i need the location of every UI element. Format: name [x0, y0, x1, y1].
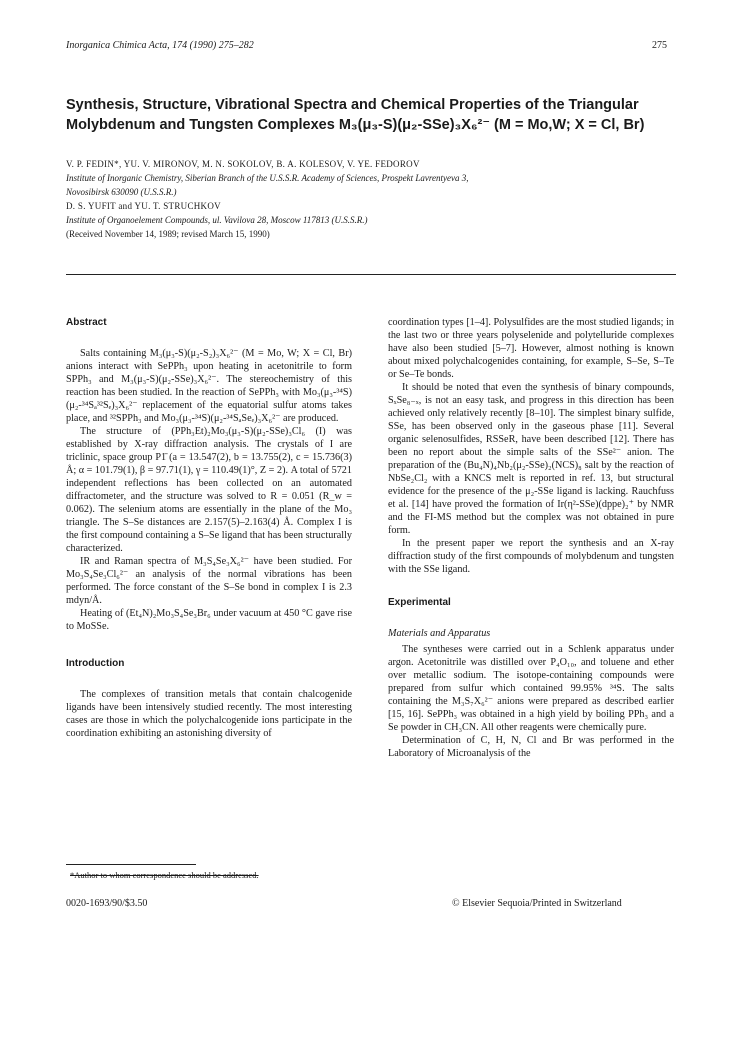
title-divider: [66, 274, 676, 275]
issn-code: 0020-1693/90/$3.50: [66, 898, 148, 909]
author-list-1: V. P. FEDIN*, YU. V. MIRONOV, M. N. SOKOLOV, B. A. KOLESOV, V. YE. FEDOROV: [66, 159, 420, 169]
introduction-heading: Introduction: [66, 658, 125, 669]
footnote-divider: [66, 864, 196, 865]
journal-citation: Inorganica Chimica Acta, 174 (1990) 275–282: [66, 40, 254, 51]
author-list-2: D. S. YUFIT and YU. T. STRUCHKOV: [66, 201, 221, 211]
received-dates: (Received November 14, 1989; revised March 15, 1990): [66, 229, 270, 239]
body-paragraph-5: Determination of C, H, N, Cl and Br was performed in the Laboratory of Microanalysis of the: [388, 735, 674, 759]
body-paragraph-4: The syntheses were carried out in a Schlenk apparatus under argon. Acetonitrile was distilled over P₄O₁₀, and toluene and ether over metallic sodium. The isotope-containing compounds were prepared from sulfur which contained 99.95% ³⁴S. The salts containing the M₃S₇X₆²⁻ anions were prepared as described earlier [15, 16]. SePPh₃ was obtained in a high yield by boiling PPh₃ and a Se powder in CH₃CN. All other reagents were chemically pure.: [388, 644, 674, 733]
abstract-heading: Abstract: [66, 317, 107, 328]
publisher-line: © Elsevier Sequoia/Printed in Switzerland: [452, 898, 622, 909]
abstract-paragraph-1: Salts containing M₃(μ₃-S)(μ₂-S₂)₃X₆²⁻ (M = Mo, W; X = Cl, Br) anions interact with SePPh₃ upon heating in acetonitrile to form SPPh₃ and M₃(μ₃-S)(μ₂-SSe)₃X₆²⁻. The stereochemistry of this reaction has been studied. In the reaction of SePPh₃ with Mo₃(μ₃-³⁴S)(μ₂-³⁴Sₐ³²Sₑ)₃X₆²⁻ replacement of the equatorial sulfur atoms takes place, and ³²SPPh₃ and Mo₃(μ₃-³⁴S)(μ₂-³⁴SₐSeₑ)₃X₆²⁻ are produced.: [66, 348, 352, 424]
experimental-heading: Experimental: [388, 597, 451, 608]
materials-subheading: Materials and Apparatus: [388, 628, 491, 639]
left-column: [66, 316, 352, 740]
body-paragraph-2: It should be noted that even the synthesis of binary compounds, SₓSe₈₋ₓ, is not an easy task, and progress in this direction has been achieved only relatively recently [8–10]. The simplest binary sulfide, SSe, has been observed only in the gaseous phase [11]. Several organic selenosulfides, RSSeR, have been described [12]. There has been no report about the simple salts of the SSe²⁻ anion. The preparation of the (Bu₄N)₄Nb₂(μ₂-SSe)₂(NCS)₈ salt by the reaction of NbSe₂Cl₂ with a KNCS melt is reported in ref. 13, but structural evidence for the presence of the μ₂-SSe ligand is lacking. Rauchfuss et al. [14] have proved the formation of Ir(η²-SSe)(dppe)₂⁺ by NMR and the FI-MS method but the complex was not obtained in pure form.: [388, 382, 674, 536]
abstract-paragraph-3: IR and Raman spectra of M₃S₄Se₃X₆²⁻ have been studied. For Mo₃S₄Se₃Cl₆²⁻ an analysis of the normal vibrations has been performed. The force constant of the S–Se bond in complex I is 2.3 mdyn/Å.: [66, 556, 352, 606]
affiliation-1-line-2: Novosibirsk 630090 (U.S.S.R.): [66, 187, 177, 197]
abstract-paragraph-2: The structure of (PPh₃Et)₂Mo₃(μ₃-S)(μ₂-SSe)₃Cl₆ (I) was established by X-ray diffraction analysis. The crystals of I are triclinic, space group P1̄ (a = 13.547(2), b = 13.755(2), c = 15.736(3) Å; α = 101.79(1), β = 97.71(1), γ = 110.49(1)°, Z = 2). A total of 5721 independent reflections has been collected on an automated diffractometer, and the structure was solved to R = 0.051 (R_w = 0.062). The selenium atoms are essentially in the plane of the Mo₃ triangle. The S–Se distances are 2.157(5)–2.163(4) Å. Complex I is the first compound containing a S–Se ligand that has been structurally characterized.: [66, 426, 352, 554]
author-block: [66, 157, 676, 241]
page-number: 275: [652, 40, 667, 51]
abstract-paragraph-4: Heating of (Et₄N)₂Mo₃S₄Se₃Br₆ under vacuum at 450 °C gave rise to MoSSe.: [66, 608, 352, 632]
affiliation-2: Institute of Organoelement Compounds, ul. Vavilova 28, Moscow 117813 (U.S.S.R.): [66, 215, 368, 225]
correspondence-footnote: *Author to whom correspondence should be addressed.: [70, 870, 259, 880]
article-title: Synthesis, Structure, Vibrational Spectra and Chemical Properties of the Triangular Molybdenum and Tungsten Complexes M₃(μ₃-S)(μ₂-SSe)₃X₆²⁻ (M = Mo,W; X = Cl, Br): [66, 97, 645, 133]
body-paragraph-3: In the present paper we report the synthesis and an X-ray diffraction study of the first compounds of molybdenum and tungsten with the SSe ligand.: [388, 538, 674, 575]
body-paragraph-1: coordination types [1–4]. Polysulfides are the most studied ligands; in the last two or three years polyselenide and polytelluride complexes have also been studied [5–7]. However, almost nothing is known about mixed polychalcogenides containing, for example, S–Se, S–Te or Se–Te bonds.: [388, 317, 674, 380]
introduction-paragraph-1: The complexes of transition metals that contain chalcogenide ligands have been intensively studied recently. The most interesting cases are those in which the polychalcogenide ions participate in the coordination exhibiting an astonishing diversity of: [66, 689, 352, 739]
right-column: [388, 316, 674, 760]
affiliation-1-line-1: Institute of Inorganic Chemistry, Siberian Branch of the U.S.S.R. Academy of Sciences, Prospekt Lavrentyeva 3,: [66, 173, 469, 183]
